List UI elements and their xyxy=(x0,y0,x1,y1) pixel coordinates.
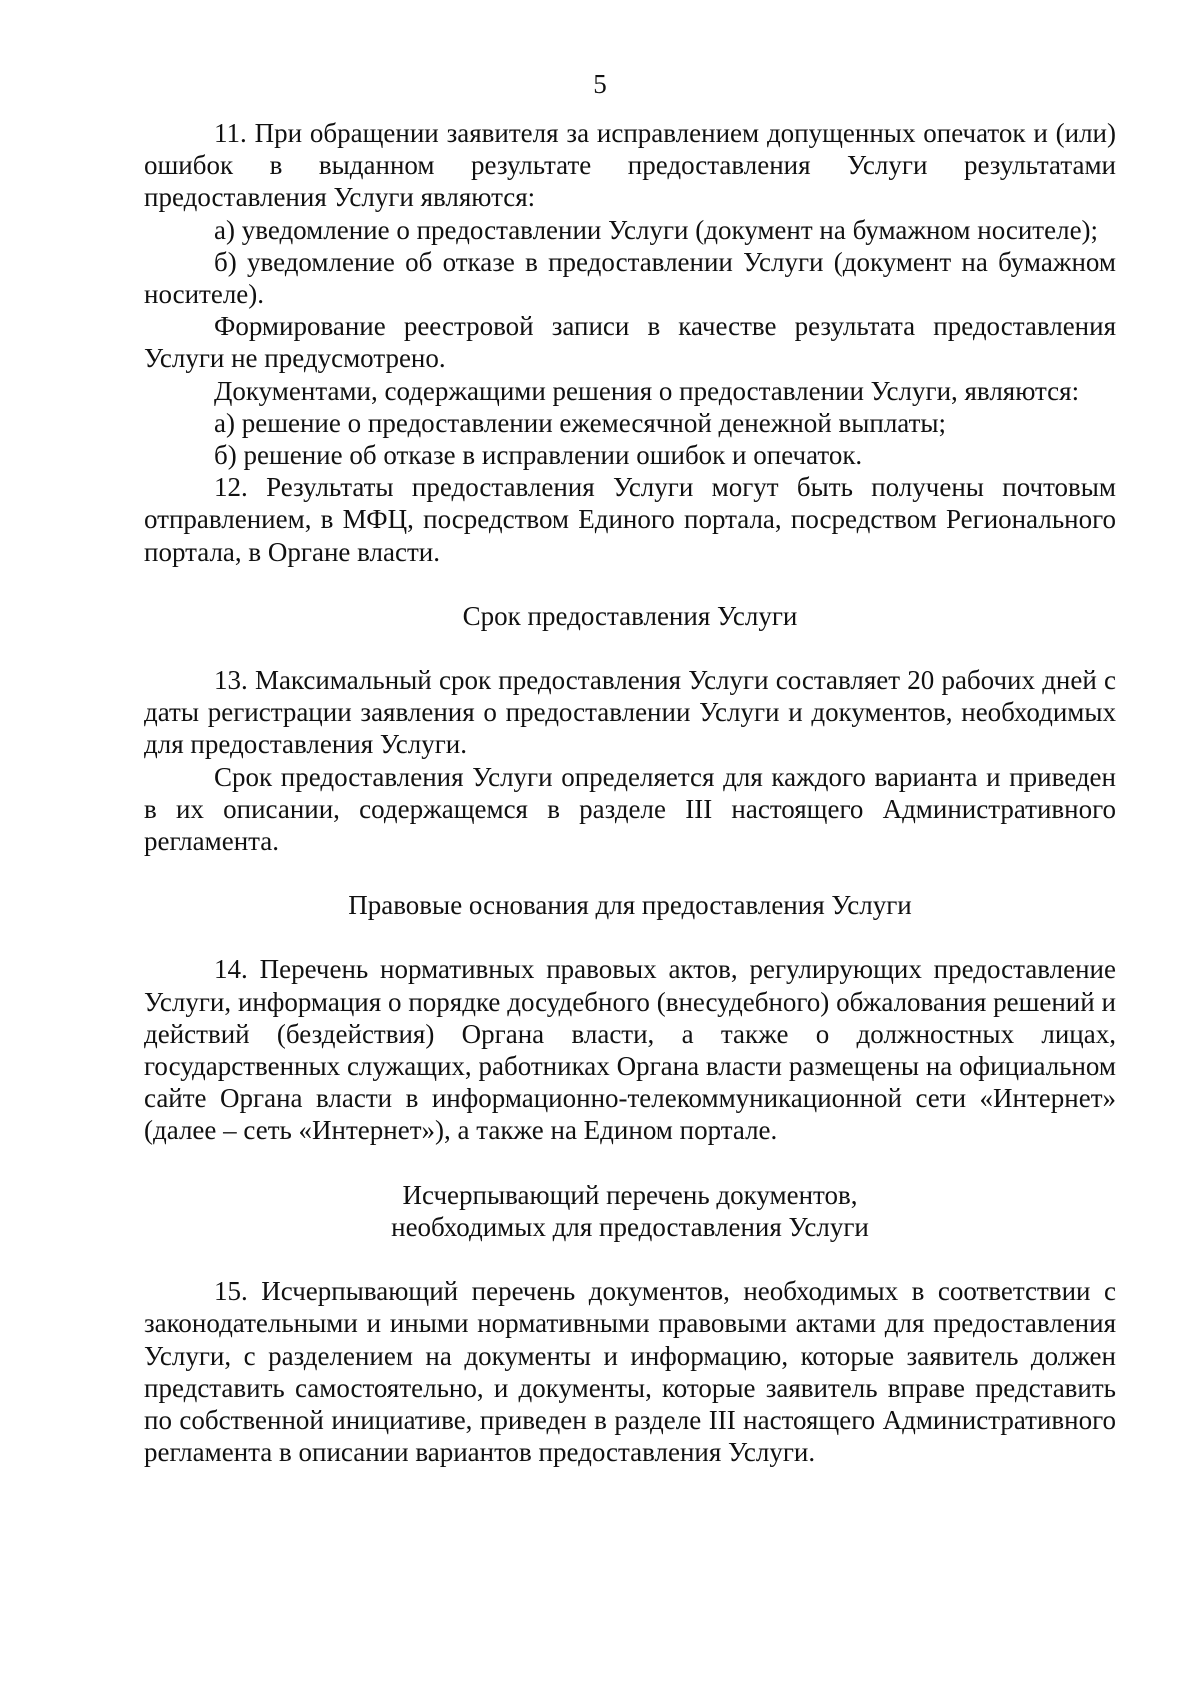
paragraph-15: 15. Исчерпывающий перечень документов, необходимых в соответствии с законодательными и иными нормативными правовыми актами для предоставления Услуги, с разделением на документы и информацию, которые заявитель должен представить самостоятельно, и документы, которые заявитель вправе представить по собственной инициативе, приведен в разделе III настоящего Административного регламента в описании вариантов предоставления Услуги. xyxy=(144,1276,1116,1468)
heading-required-documents xyxy=(144,1179,1116,1243)
page-number: 5 xyxy=(593,69,607,99)
heading-service-term: Срок предоставления Услуги xyxy=(462,600,798,631)
paragraph-11-item-b: б) уведомление об отказе в предоставлении Услуги (документ на бумажном носителе). xyxy=(144,246,1116,310)
paragraph-term-variants: Срок предоставления Услуги определяется для каждого варианта и приведен в их описании, содержащемся в разделе III настоящего Административного регламента. xyxy=(144,761,1116,857)
paragraph-11: 11. При обращении заявителя за исправлением допущенных опечаток и (или) ошибок в выданном результате предоставления Услуги результатами предоставления Услуги являются: xyxy=(144,118,1116,213)
paragraph-11-item-a: а) уведомление о предоставлении Услуги (документ на бумажном носителе); xyxy=(214,214,1099,245)
heading-required-documents-line-2: необходимых для предоставления Услуги xyxy=(391,1211,869,1242)
paragraph-13: 13. Максимальный срок предоставления Услуги составляет 20 рабочих дней с даты регистрации заявления о предоставлении Услуги и документов, необходимых для предоставления Услуги. xyxy=(144,665,1116,760)
paragraph-12: 12. Результаты предоставления Услуги могут быть получены почтовым отправлением, в МФЦ, посредством Единого портала, посредством Регионального портала, в Органе власти. xyxy=(144,472,1116,567)
paragraph-decision-item-a: а) решение о предоставлении ежемесячной денежной выплаты; xyxy=(214,407,947,438)
heading-required-documents-line-1: Исчерпывающий перечень документов, xyxy=(402,1179,858,1210)
paragraph-decision-item-b: б) решение об отказе в исправлении ошибок и опечаток. xyxy=(214,440,863,471)
heading-legal-basis: Правовые основания для предоставления Услуги xyxy=(348,890,912,921)
paragraph-registry-record: Формирование реестровой записи в качестве результата предоставления Услуги не предусмотрено. xyxy=(144,311,1116,374)
document-body xyxy=(144,117,1116,1468)
paragraph-decision-documents: Документами, содержащими решения о предоставлении Услуги, являются: xyxy=(214,375,1080,406)
paragraph-14: 14. Перечень нормативных правовых актов, регулирующих предоставление Услуги, информация о порядке досудебного (внесудебного) обжалования решений и действий (бездействия) Органа власти, а также о должностных лицах, государственных служащих, работниках Органа власти размещены на официальном сайте Органа власти в информационно-телекоммуникационной сети «Интернет» (далее – сеть «Интернет»), а также на Едином портале. xyxy=(144,954,1116,1146)
